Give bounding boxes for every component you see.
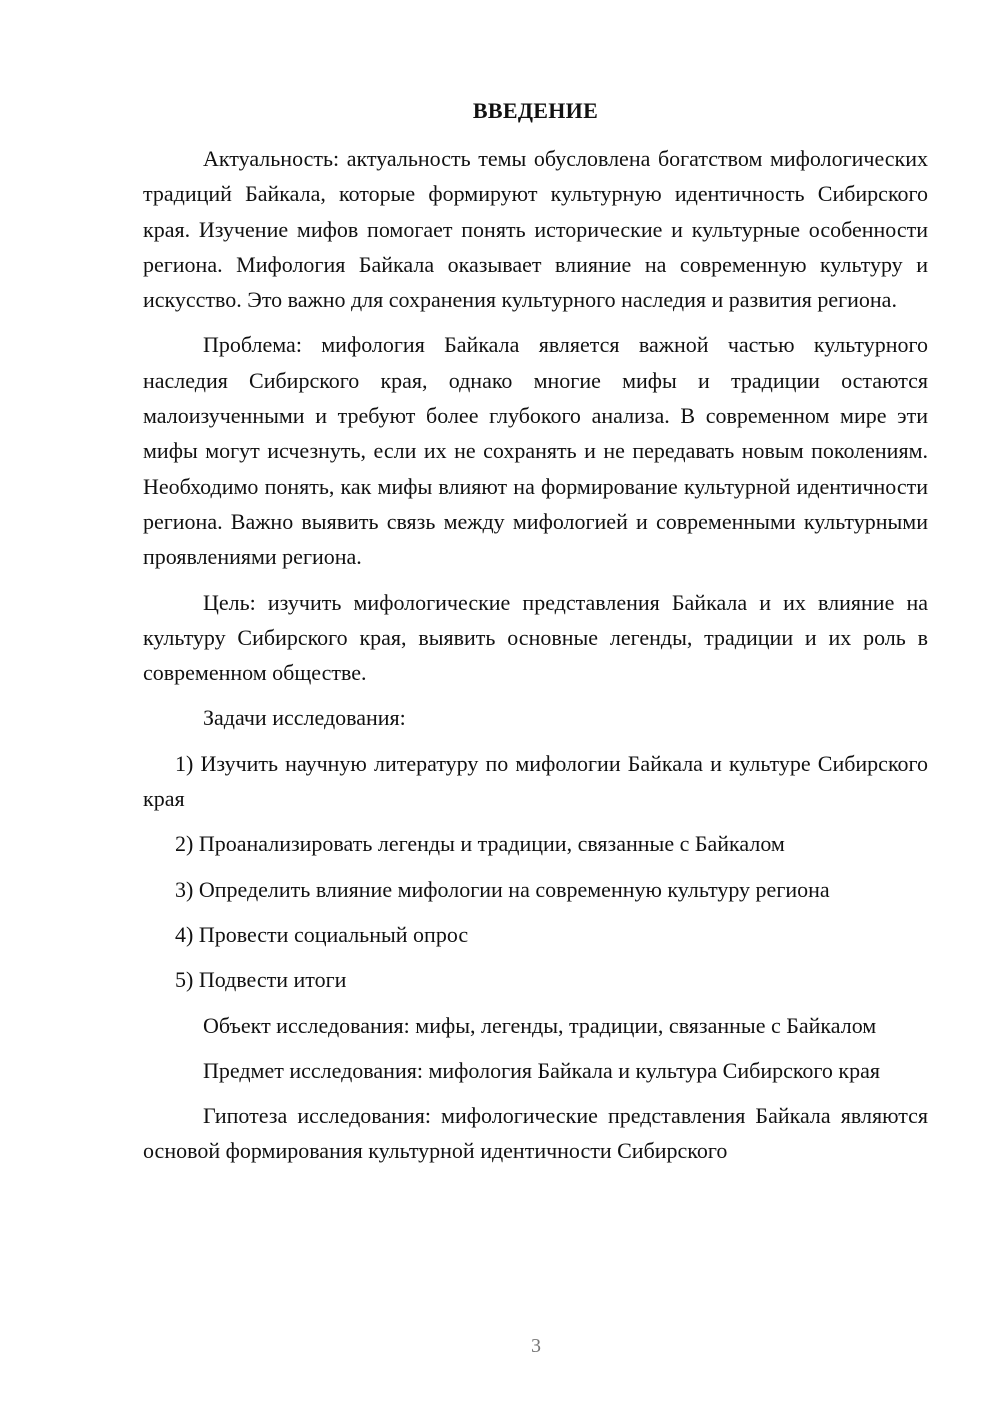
task-item-4: 4) Провести социальный опрос [175,921,469,947]
document-body [143,141,928,1179]
paragraph-goal: Цель: изучить мифологические представления Байкала и их влияние на культуру Сибирского края, выявить основные легенды, традиции и их роль в современном обществе. [143,589,928,686]
paragraph-object: Объект исследования: мифы, легенды, традиции, связанные с Байкалом [203,1012,877,1038]
paragraph-hypothesis: Гипотеза исследования: мифологические представления Байкала являются основой формирования культурной идентичности Сибирского [143,1103,928,1164]
task-item-5: 5) Подвести итоги [175,967,347,993]
page-number: 3 [531,1335,541,1357]
tasks-heading: Задачи исследования: [203,705,406,731]
paragraph-subject: Предмет исследования: мифология Байкала и культура Сибирского края [203,1057,880,1083]
task-item-1: 1) Изучить научную литературу по мифологии Байкала и культуре Сибирского края [143,750,928,812]
document-title: ВВЕДЕНИЕ [472,98,599,123]
task-item-2: 2) Проанализировать легенды и традиции, связанные с Байкалом [175,831,785,857]
paragraph-relevance: Актуальность: актуальность темы обусловлена богатством мифологических традиций Байкала, которые формируют культурную идентичность Сибирского края. Изучение мифов помогает понять исторические и культурные особенности региона. Мифология Байкала оказывает влияние на современную культуру и искусство. Это важно для сохранения культурного наследия и развития региона. [143,146,928,313]
task-item-3: 3) Определить влияние мифологии на современную культуру региона [175,876,830,902]
paragraph-problem: Проблема: мифология Байкала является важной частью культурного наследия Сибирского края, однако многие мифы и традиции остаются малоизученными и требуют более глубокого анализа. В современном мире эти мифы могут исчезнуть, если их не сохранять и не передавать новым поколениям. Необходимо понять, как мифы влияют на формирование культурной идентичности региона. Важно выявить связь между мифологией и современными культурными проявлениями региона. [143,332,928,570]
